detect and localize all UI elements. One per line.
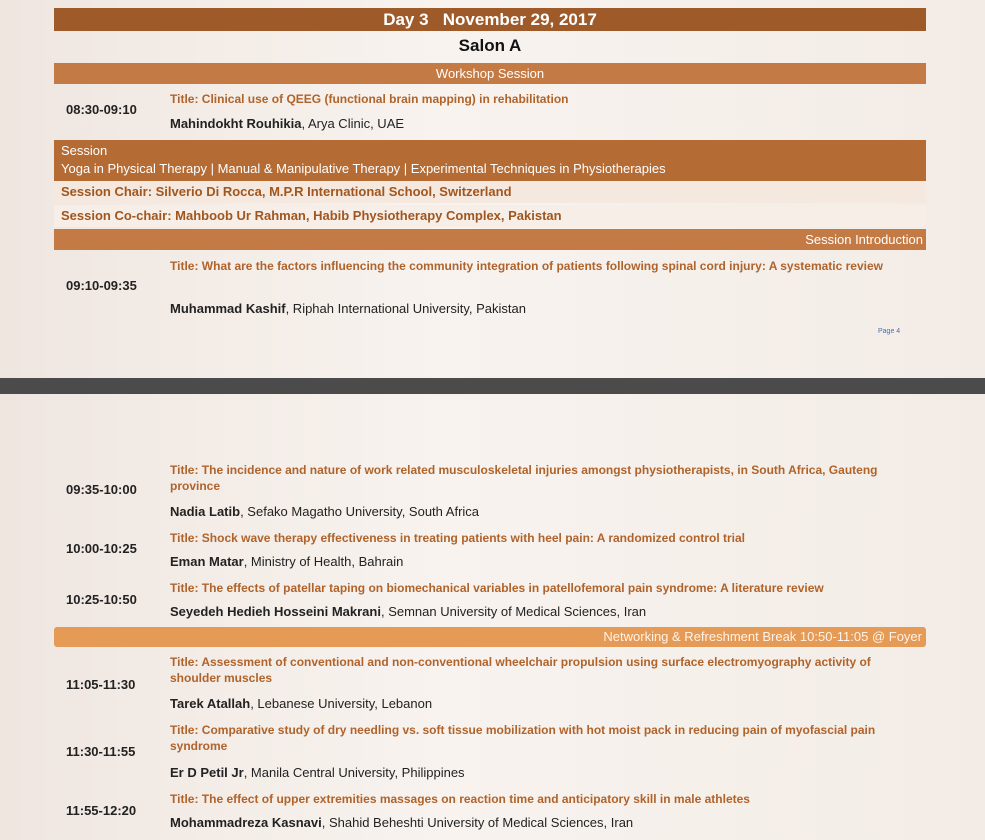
slot-title: Title: What are the factors influencing the community integration of patients following spinal cord injury: A systematic review <box>170 259 883 273</box>
speaker-name: Mahindokht Rouhikia <box>170 116 302 131</box>
day-label: Day 3 <box>383 10 429 29</box>
speaker-affiliation: , Lebanese University, Lebanon <box>250 696 433 711</box>
speaker-name: Eman Matar <box>170 554 244 569</box>
refreshment-break-bar: Networking & Refreshment Break 10:50-11:05 @ Foyer <box>54 627 926 647</box>
session-cochair: Session Co-chair: Mahboob Ur Rahman, Habib Physiotherapy Complex, Pakistan <box>54 205 926 227</box>
slot-speaker <box>170 815 910 830</box>
slot-speaker <box>170 554 910 569</box>
speaker-affiliation: , Manila Central University, Philippines <box>243 765 465 780</box>
session-topics-bar <box>54 140 926 181</box>
speaker-affiliation: , Semnan University of Medical Sciences, Iran <box>380 604 647 619</box>
workshop-session-bar: Workshop Session <box>54 63 926 84</box>
program-page-2 <box>0 394 985 840</box>
slot-time: 11:55-12:20 <box>66 803 137 818</box>
slot-time: 11:30-11:55 <box>66 744 136 759</box>
room-title: Salon A <box>458 36 522 55</box>
speaker-name: Tarek Atallah <box>170 696 251 711</box>
slot-speaker <box>170 504 910 519</box>
slot-title: Title: The effect of upper extremities massages on reaction time and anticipatory skill in male athletes <box>170 792 750 806</box>
speaker-affiliation: , Arya Clinic, UAE <box>301 116 405 131</box>
speaker-affiliation: , Riphah International University, Pakistan <box>285 301 526 316</box>
session-chair: Session Chair: Silverio Di Rocca, M.P.R International School, Switzerland <box>54 181 926 203</box>
slot-title: Title: The effects of patellar taping on biomechanical variables in patellofemoral pain syndrome: A literature review <box>170 581 824 595</box>
slot-time: 10:25-10:50 <box>66 592 137 607</box>
slot-speaker <box>170 301 910 316</box>
slot-time: 08:30-09:10 <box>66 102 137 117</box>
slot-time: 10:00-10:25 <box>66 541 137 556</box>
speaker-name: Muhammad Kashif <box>170 301 286 316</box>
day-header-bar <box>54 8 926 31</box>
speaker-affiliation: , Sefako Magatho University, South Africa <box>240 504 480 519</box>
speaker-name: Nadia Latib <box>170 504 241 519</box>
slot-time: 09:10-09:35 <box>66 278 137 293</box>
session-topics: Yoga in Physical Therapy | Manual & Manipulative Therapy | Experimental Techniques in Physiotherapies <box>61 161 666 176</box>
slot-title: Title: Comparative study of dry needling vs. soft tissue mobilization with hot moist pack in reducing pain of myofascial pain syndrome <box>170 723 876 753</box>
slot-time: 11:05-11:30 <box>66 677 136 692</box>
slot-title: Title: The incidence and nature of work related musculoskeletal injuries amongst physiotherapists, in South Africa, Gauteng province <box>170 463 878 493</box>
session-label: Session <box>61 143 108 158</box>
slot-speaker <box>170 604 910 619</box>
speaker-name: Seyedeh Hedieh Hosseini Makrani <box>170 604 381 619</box>
date-label: November 29, 2017 <box>442 10 597 29</box>
slot-speaker <box>170 116 910 131</box>
speaker-name: Er D Petil Jr <box>170 765 244 780</box>
speaker-name: Mohammadreza Kasnavi <box>170 815 322 830</box>
slot-title: Title: Shock wave therapy effectiveness in treating patients with heel pain: A randomized control trial <box>170 531 746 545</box>
slot-title: Title: Assessment of conventional and non-conventional wheelchair propulsion using surface electromyography activity of shoulder muscles <box>170 655 871 685</box>
slot-speaker <box>170 696 910 711</box>
page-number: Page 4 <box>878 328 901 335</box>
slot-speaker <box>170 765 910 780</box>
session-introduction-bar: Session Introduction <box>54 229 926 250</box>
speaker-affiliation: , Ministry of Health, Bahrain <box>243 554 404 569</box>
speaker-affiliation: , Shahid Beheshti University of Medical Sciences, Iran <box>321 815 634 830</box>
program-page-1 <box>0 0 985 378</box>
slot-title: Title: Clinical use of QEEG (functional brain mapping) in rehabilitation <box>170 92 569 106</box>
page-divider <box>0 378 985 394</box>
slot-time: 09:35-10:00 <box>66 482 137 497</box>
